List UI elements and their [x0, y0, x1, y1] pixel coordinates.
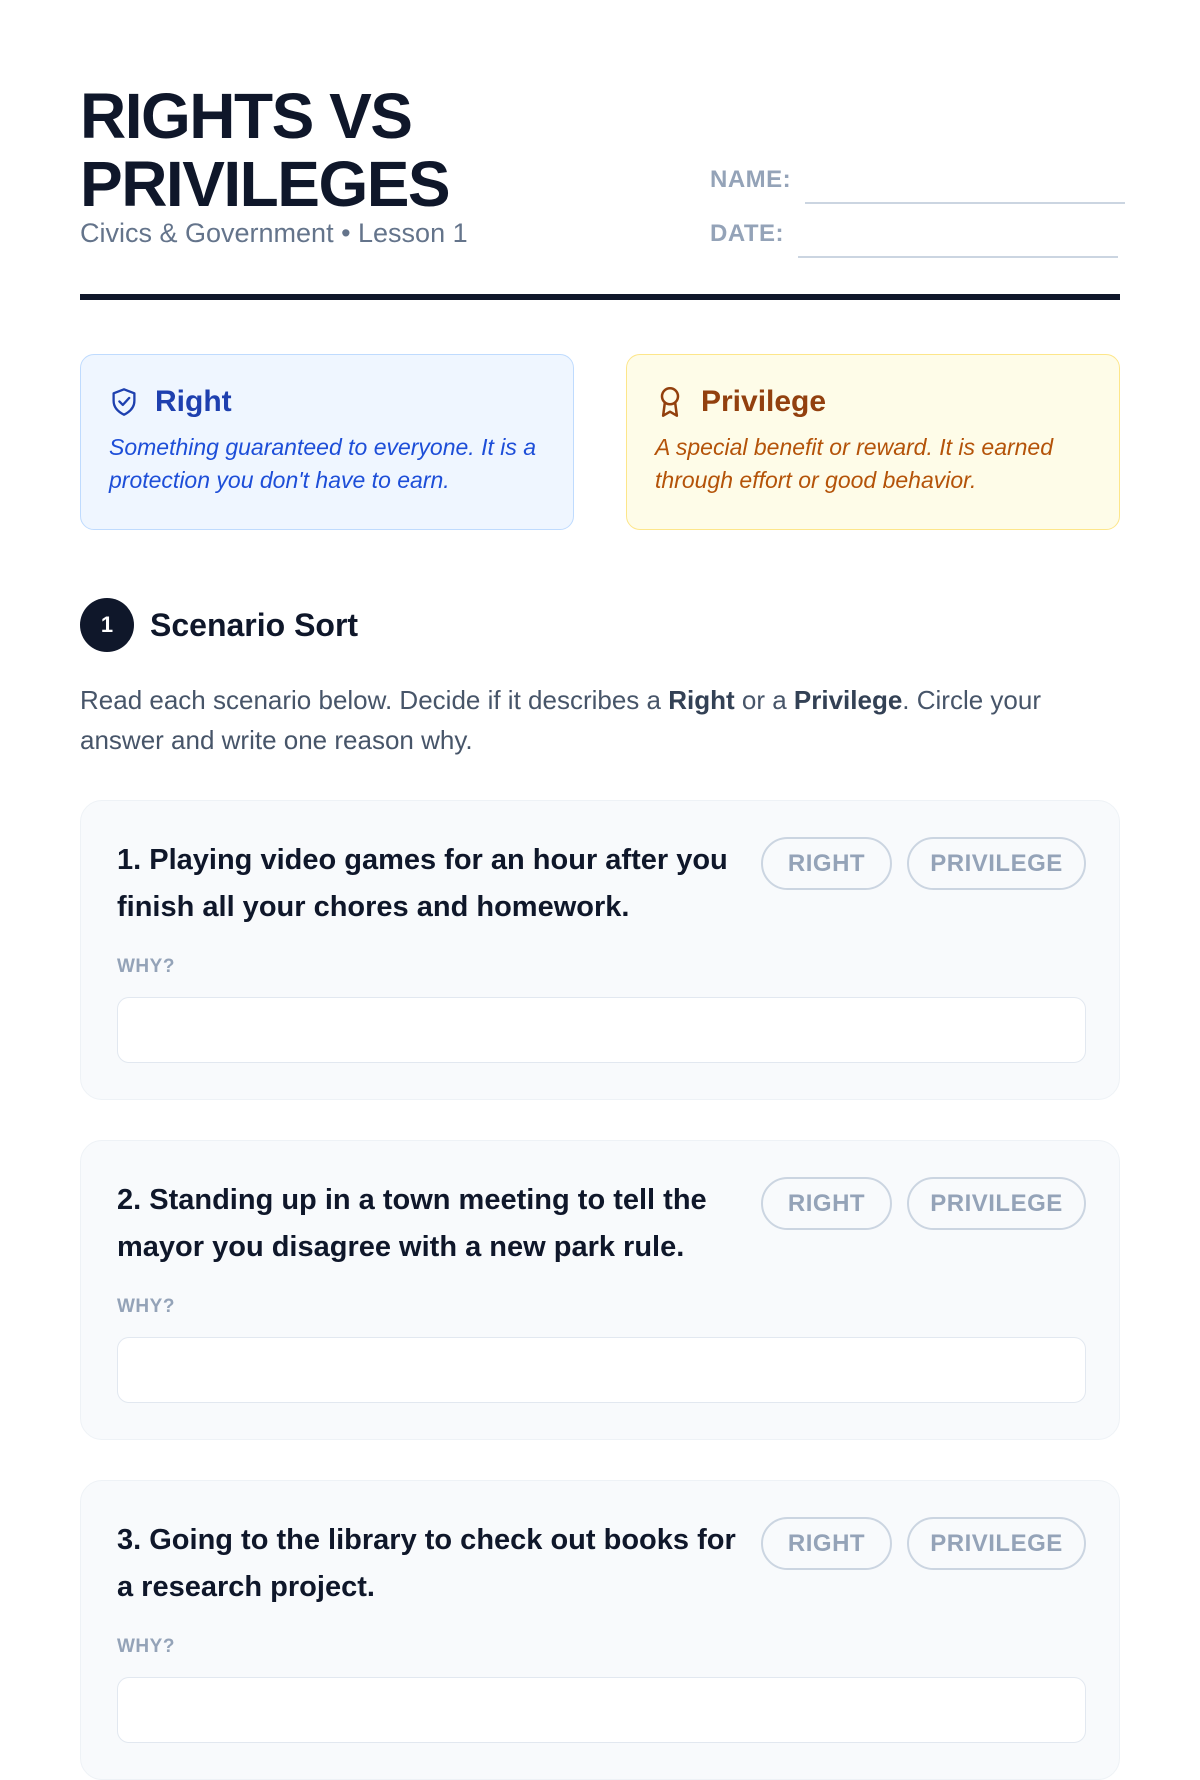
option-privilege-button[interactable]: PRIVILEGE	[907, 1177, 1086, 1230]
scenario-text: 3. Going to the library to check out books for a research project.	[117, 1524, 736, 1603]
instructions-keyword-privilege: Privilege	[793, 685, 903, 715]
instructions-keyword-right: Right	[668, 685, 735, 715]
date-field[interactable]	[710, 222, 1118, 246]
section-number-badge: 1	[80, 598, 134, 652]
why-answer-field[interactable]	[117, 1337, 1086, 1403]
scenario-card	[80, 800, 1120, 1100]
award-ribbon-icon	[655, 387, 685, 417]
section-header	[80, 598, 358, 652]
why-label: WHY?	[117, 1636, 175, 1657]
section-title: Scenario Sort	[150, 606, 359, 643]
option-right-button[interactable]: RIGHT	[761, 1517, 892, 1570]
why-answer-field[interactable]	[117, 1677, 1086, 1743]
scenario-text: 1. Playing video games for an hour after you finish all your chores and homework.	[117, 844, 728, 923]
date-line[interactable]	[798, 256, 1118, 258]
name-label: NAME:	[710, 166, 792, 193]
definition-title-privilege: Privilege	[701, 385, 827, 418]
option-right-button[interactable]: RIGHT	[761, 837, 892, 890]
scenario-card	[80, 1140, 1120, 1440]
page-title: RIGHTS VS PRIVILEGES	[80, 80, 450, 220]
definition-text-privilege: A special benefit or reward. It is earned through effort or good behavior.	[655, 434, 1054, 493]
why-label: WHY?	[117, 956, 175, 977]
section-instructions: Read each scenario below. Decide if it describes a Right or a Privilege. Circle your answer and write one reason why.	[80, 685, 1041, 755]
option-right-button[interactable]: RIGHT	[761, 1177, 892, 1230]
definition-title-right: Right	[155, 385, 232, 418]
name-field[interactable]	[710, 168, 1125, 192]
definition-card-privilege	[626, 354, 1120, 530]
option-privilege-button[interactable]: PRIVILEGE	[907, 837, 1086, 890]
option-privilege-button[interactable]: PRIVILEGE	[907, 1517, 1086, 1570]
page-subtitle: Civics & Government • Lesson 1	[80, 218, 468, 248]
header-divider	[80, 294, 1120, 300]
why-answer-field[interactable]	[117, 997, 1086, 1063]
definition-text-right: Something guaranteed to everyone. It is a protection you don't have to earn.	[109, 434, 537, 493]
shield-check-icon	[109, 387, 139, 417]
scenario-card	[80, 1480, 1120, 1780]
name-line[interactable]	[805, 202, 1125, 204]
scenario-text: 2. Standing up in a town meeting to tell the mayor you disagree with a new park rule.	[117, 1184, 707, 1263]
why-label: WHY?	[117, 1296, 175, 1317]
definition-card-right	[80, 354, 574, 530]
date-label: DATE:	[710, 220, 785, 247]
